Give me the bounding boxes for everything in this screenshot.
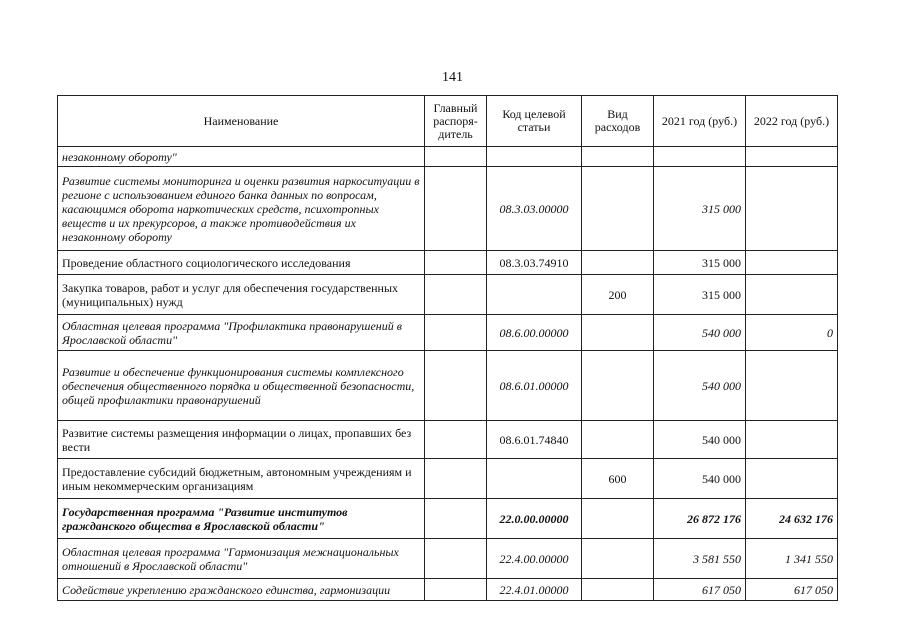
row-admin (425, 459, 487, 499)
table-row (58, 275, 838, 315)
row-vid (582, 315, 654, 351)
table-row (58, 579, 838, 601)
row-2021: 26 872 176 (654, 499, 746, 539)
row-name: Развитие системы мониторинга и оценки развития наркоситуации в регионе с использованием единого банка данных по вопросам, касающимся оборота наркотических средств, психотропных веществ и их прекурсоров, а также противодействия их незаконному обороту (58, 167, 425, 251)
table-row (58, 499, 838, 539)
row-admin (425, 499, 487, 539)
header-2021: 2021 год (руб.) (654, 96, 746, 147)
row-2022 (746, 167, 838, 251)
row-2021: 540 000 (654, 459, 746, 499)
row-code (487, 275, 582, 315)
row-vid (582, 351, 654, 421)
row-code: 08.6.01.00000 (487, 351, 582, 421)
table-row (58, 147, 838, 167)
row-vid (582, 147, 654, 167)
row-2022: 0 (746, 315, 838, 351)
row-admin (425, 147, 487, 167)
table-row (58, 459, 838, 499)
table-row (58, 421, 838, 459)
row-2022 (746, 251, 838, 275)
row-vid: 600 (582, 459, 654, 499)
row-admin (425, 539, 487, 579)
row-2022 (746, 147, 838, 167)
header-code: Код целевой статьи (487, 96, 582, 147)
table-row (58, 315, 838, 351)
page-number: 141 (442, 70, 463, 85)
budget-table (57, 95, 838, 601)
header-name: Наименование (58, 96, 425, 147)
row-name: Развитие и обеспечение функционирования системы комплексного обеспечения общественного порядка и общественной безопасности, общей профилактики правонарушений (58, 351, 425, 421)
row-2021 (654, 147, 746, 167)
row-name: Проведение областного социологического исследования (58, 251, 425, 275)
row-2021: 315 000 (654, 251, 746, 275)
row-2022 (746, 421, 838, 459)
table-row (58, 167, 838, 251)
row-2022: 24 632 176 (746, 499, 838, 539)
row-vid (582, 539, 654, 579)
row-2021: 540 000 (654, 351, 746, 421)
table-row (58, 539, 838, 579)
row-code: 08.3.03.00000 (487, 167, 582, 251)
row-name: Содействие укреплению гражданского единства, гармонизации (58, 579, 425, 601)
row-2021: 3 581 550 (654, 539, 746, 579)
row-admin (425, 315, 487, 351)
row-2022: 1 341 550 (746, 539, 838, 579)
row-vid (582, 579, 654, 601)
row-vid (582, 421, 654, 459)
header-vid: Вид расходов (582, 96, 654, 147)
row-admin (425, 421, 487, 459)
row-code (487, 459, 582, 499)
row-2021: 315 000 (654, 167, 746, 251)
row-2021: 540 000 (654, 315, 746, 351)
row-admin (425, 167, 487, 251)
row-vid: 200 (582, 275, 654, 315)
row-vid (582, 251, 654, 275)
header-2022: 2022 год (руб.) (746, 96, 838, 147)
row-code: 08.3.03.74910 (487, 251, 582, 275)
row-code: 08.6.00.00000 (487, 315, 582, 351)
row-2022 (746, 459, 838, 499)
row-name: Областная целевая программа "Профилактика правонарушений в Ярославской области" (58, 315, 425, 351)
row-code: 22.4.00.00000 (487, 539, 582, 579)
row-2021: 540 000 (654, 421, 746, 459)
row-name: Развитие системы размещения информации о лицах, пропавших без вести (58, 421, 425, 459)
row-2022 (746, 351, 838, 421)
row-admin (425, 351, 487, 421)
row-2022: 617 050 (746, 579, 838, 601)
row-name: Областная целевая программа "Гармонизация межнациональных отношений в Ярославской области" (58, 539, 425, 579)
row-name: незаконному обороту" (58, 147, 425, 167)
row-code: 22.0.00.00000 (487, 499, 582, 539)
row-code: 22.4.01.00000 (487, 579, 582, 601)
row-admin (425, 251, 487, 275)
row-name: Государственная программа "Развитие институтов гражданского общества в Ярославской области" (58, 499, 425, 539)
table-row (58, 351, 838, 421)
row-2021: 315 000 (654, 275, 746, 315)
row-code (487, 147, 582, 167)
row-admin (425, 579, 487, 601)
row-2022 (746, 275, 838, 315)
header-admin: Главный распоря-дитель (425, 96, 487, 147)
row-code: 08.6.01.74840 (487, 421, 582, 459)
row-admin (425, 275, 487, 315)
row-name: Закупка товаров, работ и услуг для обеспечения государственных (муниципальных) нужд (58, 275, 425, 315)
table-header-row (58, 96, 838, 147)
row-vid (582, 167, 654, 251)
row-vid (582, 499, 654, 539)
table-row (58, 251, 838, 275)
row-name: Предоставление субсидий бюджетным, автономным учреждениям и иным некоммерческим организациям (58, 459, 425, 499)
row-2021: 617 050 (654, 579, 746, 601)
